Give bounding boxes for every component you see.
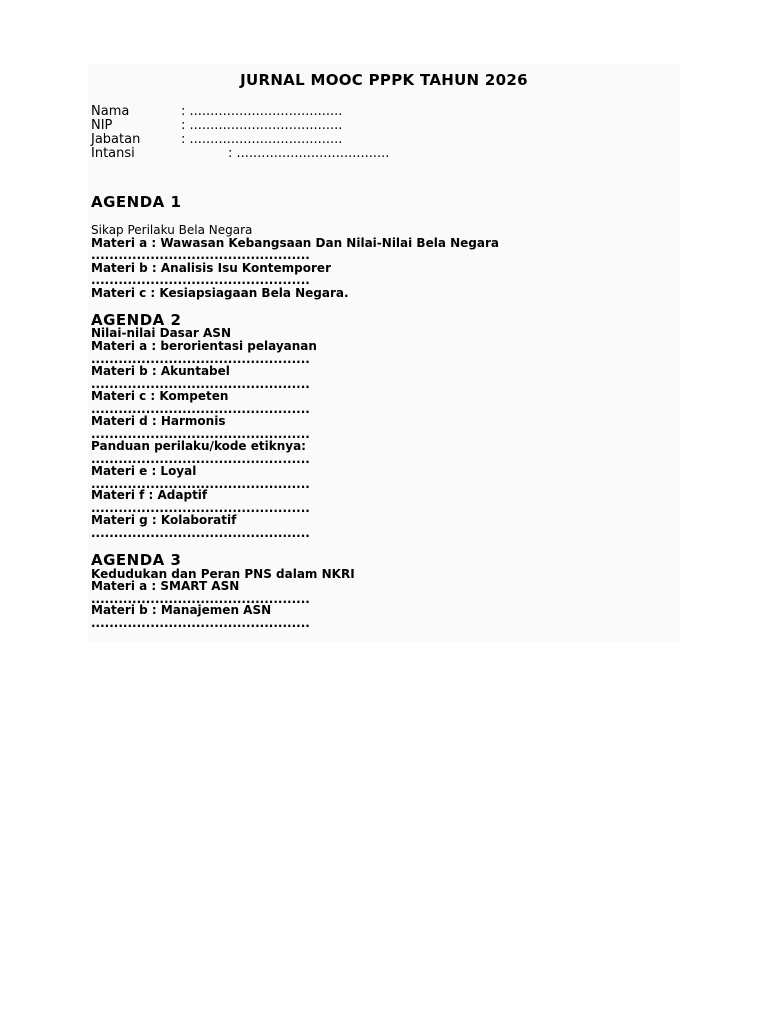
agenda-2-materi-a: Materi a : berorientasi pelayanan — [91, 339, 317, 353]
field-value-nama: : ..................................... — [181, 104, 343, 119]
agenda-2-materi-b-dots: ................................................ — [91, 377, 310, 391]
agenda-3-materi-a-dots: ................................................ — [91, 592, 310, 606]
agenda-2-panduan-dots: ................................................ — [91, 452, 310, 466]
agenda-3-materi-b: Materi b : Manajemen ASN — [91, 603, 272, 617]
agenda-1-heading: AGENDA 1 — [91, 193, 182, 211]
agenda-2-heading: AGENDA 2 — [91, 311, 182, 329]
agenda-2-materi-d: Materi d : Harmonis — [91, 414, 226, 428]
agenda-1-materi-a-dots: ................................................ — [91, 248, 310, 262]
agenda-2-materi-g-dots: ................................................ — [91, 526, 310, 540]
agenda-2-subtitle: Nilai-nilai Dasar ASN — [91, 326, 231, 340]
field-value-nip: : ..................................... — [181, 118, 343, 133]
field-value-jabatan: : ..................................... — [181, 132, 343, 147]
field-value-intansi: : ..................................... — [228, 146, 390, 161]
agenda-2-panduan: Panduan perilaku/kode etiknya: — [91, 439, 306, 453]
agenda-2-materi-e: Materi e : Loyal — [91, 464, 197, 478]
agenda-2-materi-c: Materi c : Kompeten — [91, 389, 229, 403]
agenda-1-materi-b: Materi b : Analisis Isu Kontemporer — [91, 261, 331, 275]
agenda-3-heading: AGENDA 3 — [91, 551, 182, 569]
agenda-3-materi-a: Materi a : SMART ASN — [91, 579, 240, 593]
field-label-intansi: Intansi — [91, 146, 135, 161]
agenda-2-materi-e-dots: ................................................ — [91, 477, 310, 491]
agenda-1-materi-a: Materi a : Wawasan Kebangsaan Dan Nilai-Nilai Bela Negara — [91, 236, 499, 250]
field-label-nip: NIP — [91, 118, 113, 133]
agenda-3-materi-b-dots: ................................................ — [91, 616, 310, 630]
agenda-3-subtitle: Kedudukan dan Peran PNS dalam NKRI — [91, 567, 355, 581]
agenda-2-materi-f: Materi f : Adaptif — [91, 488, 208, 502]
agenda-2-materi-d-dots: ................................................ — [91, 427, 310, 441]
agenda-2-materi-g: Materi g : Kolaboratif — [91, 513, 237, 527]
agenda-2-materi-b: Materi b : Akuntabel — [91, 364, 230, 378]
agenda-2-materi-f-dots: ................................................ — [91, 501, 310, 515]
document-title: JURNAL MOOC PPPK TAHUN 2026 — [240, 71, 528, 89]
agenda-2-materi-a-dots: ................................................ — [91, 352, 310, 366]
agenda-1-materi-c: Materi c : Kesiapsiagaan Bela Negara. — [91, 286, 349, 300]
field-label-nama: Nama — [91, 104, 130, 119]
agenda-1-materi-b-dots: ................................................ — [91, 273, 310, 287]
agenda-1-subtitle: Sikap Perilaku Bela Negara — [91, 223, 253, 237]
field-label-jabatan: Jabatan — [91, 132, 141, 147]
agenda-2-materi-c-dots: ................................................ — [91, 402, 310, 416]
